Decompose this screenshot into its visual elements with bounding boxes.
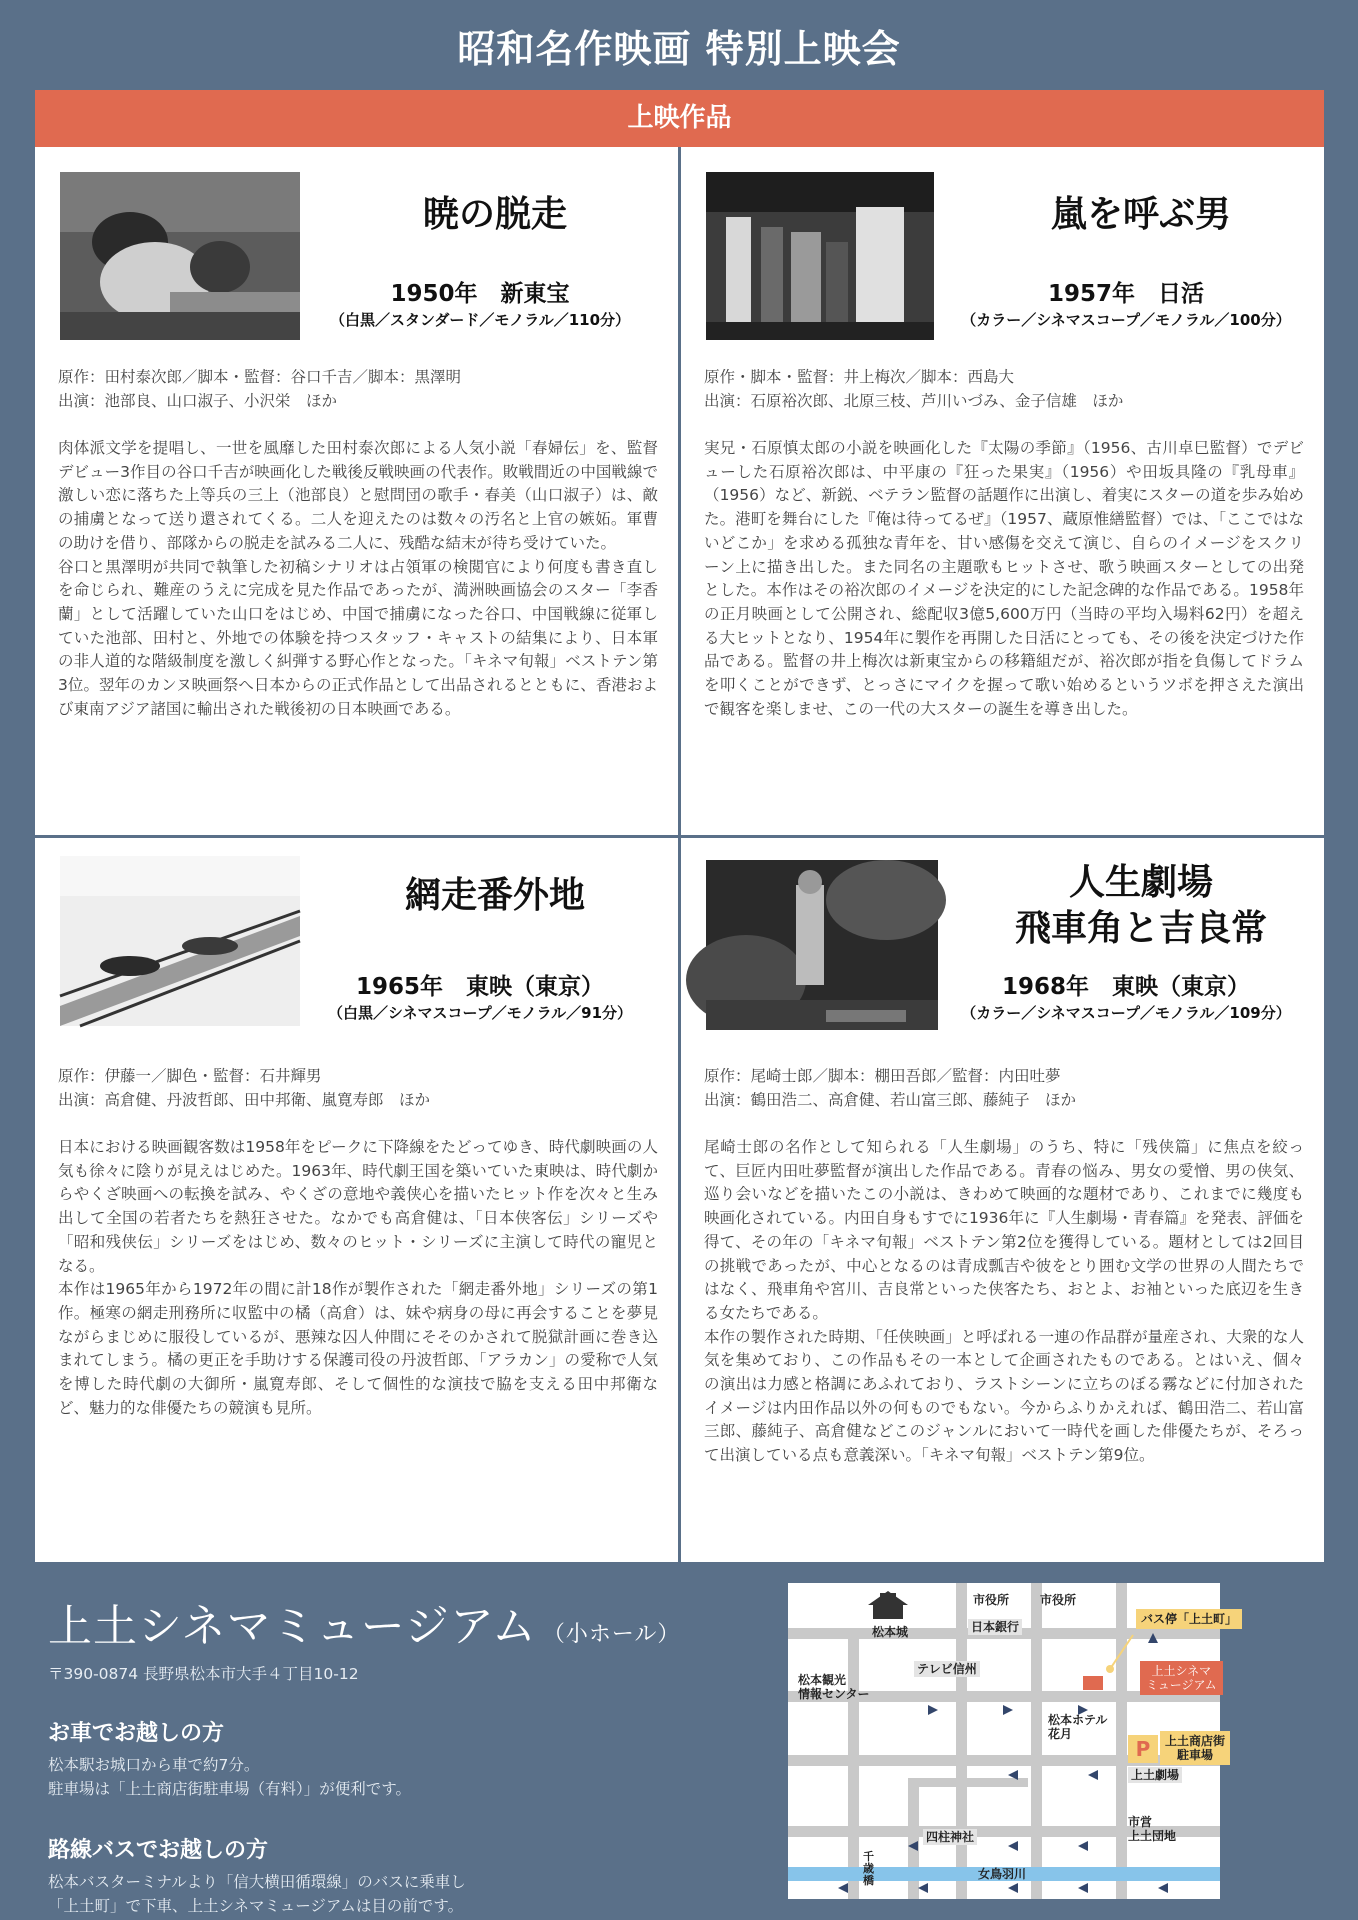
synopsis-paragraph: 尾崎士郎の名作として知られる「人生劇場」のうち、特に「残侠篇」に焦点を絞って、巨匠内田吐夢監督が演出した作品である。青春の悩み、男女の愛憎、男の侠気、巡り会いなどを描いたこの小説は、きわめて映画的な題材であり、これまでに幾度も映画化されている。内田自身もすでに1936年に『人生劇場・青春篇』を発表、評価を得て、その年の「キネマ旬報」ベストテン第2位を獲得している。題材としては2回目の挑戦であったが、中心となるのは青成瓢吉や彼をとり囲む文学の世界の人間たちではなく、飛車角や宮川、吉良常といった侠客たち、おとよ、お袖といった底辺を生きる女たちである。 xyxy=(704,1138,1304,1322)
venue-address: 〒390-0874 長野県松本市大手４丁目10-12 xyxy=(48,1665,359,1683)
film-synopsis xyxy=(58,437,658,721)
map-label-line: 上土商店街 xyxy=(1165,1734,1226,1748)
synopsis-paragraph: 日本における映画観客数は1958年をピークに下降線をたどってゆき、時代劇映画の人気も徐々に陰りが見えはじめた。1963年、時代劇王国を築いていた東映は、時代劇からやくざ映画への転換を試み、やくざの意地や義侠心を描いたヒット作を次々と生み出して全国の若者たちを熱狂させた。なかでも高倉健は、「日本侠客伝」シリーズや「昭和残侠伝」シリーズをはじめ、数々のヒット・シリーズに主演して時代の寵児となる。 xyxy=(58,1138,658,1275)
film-card-3 xyxy=(35,838,678,1562)
access-line: 「上土町」で下車、上土シネマミュージアムは目の前です。 xyxy=(48,1897,464,1915)
map-label-tv: テレビ信州 xyxy=(914,1661,980,1677)
credits-line: 原作：田村泰次郎／脚本・監督：谷口千吉／脚本：黒澤明 xyxy=(58,368,462,386)
map-label-city-hall: 市役所 xyxy=(1040,1593,1077,1607)
film-card-2 xyxy=(681,147,1324,835)
map-label-bank: 日本銀行 xyxy=(968,1619,1022,1635)
map-label-city-hall: 市役所 xyxy=(973,1593,1010,1607)
film-format: （白黒／シネマスコープ／モノラル／91分） xyxy=(327,1004,633,1022)
film-synopsis xyxy=(704,437,1304,721)
film-format: （カラー／シネマスコープ／モノラル／109分） xyxy=(961,1004,1291,1022)
map-label-line: 市営 xyxy=(1128,1815,1153,1829)
film-still-image xyxy=(706,172,934,340)
film-synopsis xyxy=(58,1136,658,1420)
synopsis-paragraph: 谷口と黒澤明が共同で執筆した初稿シナリオは占領軍の検閲官により何度も書き直しを命じられ、難産のうえに完成を見た作品であったが、満洲映画協会のスター「李香蘭」として活躍していた山口をはじめ、中国で捕虜になった谷口、中国戦線に従軍していた池部、田村と、外地での体験を持つスタッフ・キャストの結集により、日本軍の非人道的な階級制度を激しく糾弾する野心作となった。「キネマ旬報」ベストテン第3位。翌年のカンヌ映画祭へ日本からの正式作品として出品されるとともに、香港および東南アジア諸国に輸出された戦後初の日本映画である。 xyxy=(58,557,658,718)
map-label-line: ミュージアム xyxy=(1146,1678,1217,1692)
film-title: 暁の脱走 xyxy=(422,194,567,235)
films-section xyxy=(35,90,1324,1562)
credits-line: 出演：池部良、山口淑子、小沢栄 ほか xyxy=(58,392,338,410)
film-year-studio: 1968年 東映（東京） xyxy=(1001,974,1250,1000)
access-heading-bus: 路線バスでお越しの方 xyxy=(48,1838,269,1863)
map-label-line: 松本ホテル xyxy=(1048,1713,1108,1727)
film-credits xyxy=(704,365,1304,413)
map-label-castle: 松本城 xyxy=(872,1625,909,1639)
section-heading: 上映作品 xyxy=(35,90,1324,147)
venue-name-text: 上土シネマミュージアム xyxy=(48,1601,537,1652)
access-heading-car: お車でお越しの方 xyxy=(48,1721,225,1746)
film-still-image xyxy=(60,856,300,1026)
access-line: 松本バスターミナルより「信大横田循環線」のバスに乗車し xyxy=(48,1873,466,1891)
page-title: 昭和名作映画 特別上映会 xyxy=(457,27,901,71)
access-line: 松本駅お城口から車で約7分。 xyxy=(48,1756,260,1774)
film-title-line: 飛車角と吉良常 xyxy=(1014,908,1267,949)
film-still-image xyxy=(706,860,938,1030)
credits-line: 原作：尾崎士郎／脚本：棚田吾郎／監督：内田吐夢 xyxy=(704,1067,1061,1085)
access-line: 駐車場は「上土商店街駐車場（有料）」が便利です。 xyxy=(48,1780,412,1798)
films-grid xyxy=(35,147,1324,1562)
film-year-studio: 1950年 新東宝 xyxy=(390,281,570,307)
access-text-car xyxy=(48,1753,748,1801)
credits-line: 出演：石原裕次郎、北原三枝、芦川いづみ、金子信雄 ほか xyxy=(704,392,1124,410)
map-label-bridge xyxy=(863,1851,874,1887)
venue-info xyxy=(48,1590,748,1918)
synopsis-paragraph: 本作は1965年から1972年の間に計18作が製作された「網走番外地」シリーズの第1作。極寒の網走刑務所に収監中の橘（高倉）は、妹や病身の母に再会することを夢見ながらまじめに服役しているが、悪辣な囚人仲間にそそのかされて脱獄計画に巻き込まれてしまう。橘の更正を手助けする保護司役の丹波哲郎、「アラカン」の愛称で人気を博した時代劇の大御所・嵐寛寿郎、そして個性的な演技で脇を支える田中邦衛など、魅力的な俳優たちの競演も見所。 xyxy=(58,1280,658,1417)
synopsis-paragraph: 肉体派文学を提唱し、一世を風靡した田村泰次郎による人気小説「春婦伝」を、監督デビュー3作目の谷口千吉が映画化した戦後反戦映画の代表作。敗戦間近の中国戦線で激しい恋に落ちた上等兵の三上（池部良）と慰問団の歌手・春美（山口淑子）は、敵の捕虜となって送り還されてくる。二人を迎えたのは数々の汚名と上官の嫉妬。軍曹の助けを借り、部隊からの脱走を試みる二人に、残酷な結末が待ち受けていた。 xyxy=(58,439,658,552)
film-title: 網走番外地 xyxy=(404,875,585,916)
map-label-hotel xyxy=(1048,1713,1107,1741)
film-still-image xyxy=(60,172,300,340)
map-label-line: 花月 xyxy=(1048,1727,1073,1741)
map-label-line: 上土シネマ xyxy=(1151,1664,1212,1678)
access-text-bus xyxy=(48,1870,748,1918)
film-card-1 xyxy=(35,147,678,835)
map-label-tourist-center xyxy=(798,1673,870,1701)
map-label-venue xyxy=(1140,1661,1223,1695)
synopsis-paragraph: 本作の製作された時期、「任侠映画」と呼ばれる一連の作品群が量産され、大衆的な人気を集めており、この作品もその一本として企画されたものである。とはいえ、個々の演出は力感と格調にあふれており、ラストシーンに立ちのぼる霧などに付加されたイメージは内田作品以外の何ものでもない。今からふりかえれば、鶴田浩二、若山富三郎、藤純子、高倉健などこのジャンルにおいて一時代を画した俳優たちが、そろって出演している点も意義深い。「キネマ旬報」ベストテン第9位。 xyxy=(704,1327,1304,1465)
parking-icon: P xyxy=(1128,1735,1158,1763)
map-label-river: 女鳥羽川 xyxy=(978,1867,1027,1881)
film-title-line: 人生劇場 xyxy=(1068,862,1213,903)
map-label-line: 情報センター xyxy=(798,1687,870,1701)
credits-line: 原作：伊藤一／脚色・監督：石井輝男 xyxy=(58,1067,322,1085)
map-label-line: 橋 xyxy=(863,1874,874,1887)
map-label-shrine: 四柱神社 xyxy=(923,1829,977,1845)
film-format: （白黒／スタンダード／モノラル／110分） xyxy=(329,311,631,329)
credits-line: 出演：高倉健、丹波哲郎、田中邦衛、嵐寛寿郎 ほか xyxy=(58,1091,431,1109)
map-label-line: 歳 xyxy=(863,1862,874,1875)
film-year-studio: 1965年 東映（東京） xyxy=(355,974,604,1000)
film-credits xyxy=(58,365,658,413)
film-title xyxy=(971,860,1311,952)
credits-line: 原作・脚本・監督：井上梅次／脚本：西島大 xyxy=(704,368,1015,386)
film-credits xyxy=(704,1064,1304,1112)
map-label-line: 駐車場 xyxy=(1177,1748,1214,1762)
map-label-theater: 上土劇場 xyxy=(1128,1767,1182,1783)
film-year-studio: 1957年 日活 xyxy=(1047,281,1204,307)
map-label-housing xyxy=(1128,1815,1176,1843)
credits-line: 出演：鶴田浩二、高倉健、若山富三郎、藤純子 ほか xyxy=(704,1091,1077,1109)
map-label-line: 千 xyxy=(863,1850,874,1863)
film-title: 嵐を呼ぶ男 xyxy=(1050,194,1231,235)
film-synopsis xyxy=(704,1136,1304,1468)
venue-name xyxy=(48,1590,748,1654)
map-label-parking xyxy=(1160,1731,1230,1765)
map-label-bus-stop: バス停「上土町」 xyxy=(1136,1609,1242,1629)
map-label-line: 松本観光 xyxy=(798,1673,847,1687)
film-format: （カラー／シネマスコープ／モノラル／100分） xyxy=(961,311,1291,329)
venue-hall: （小ホール） xyxy=(542,1622,681,1647)
film-credits xyxy=(58,1064,658,1112)
film-card-4 xyxy=(681,838,1324,1562)
access-map xyxy=(788,1583,1238,1899)
map-label-line: 上土団地 xyxy=(1128,1829,1177,1843)
synopsis-paragraph: 実兄・石原慎太郎の小説を映画化した『太陽の季節』（1956、古川卓巳監督）でデビューした石原裕次郎は、中平康の『狂った果実』（1956）や田坂具隆の『乳母車』（1956）など、新鋭、ベテラン監督の話題作に出演し、着実にスターの道を歩み始めた。港町を舞台にした『俺は待ってるぜ』（1957、蔵原惟繕監督）では、「ここではないどこか」を求める孤独な青年を、甘い感傷を交えて演じ、自らのイメージをスクリーン上に描き出した。また同名の主題歌もヒットさせ、歌う映画スターとしての出発とした。本作はその裕次郎のイメージを決定的にした記念碑的な作品である。1958年の正月映画として公開され、総配収3億5,600万円（当時の平均入場料62円）を超える大ヒットとなり、1954年に製作を再開した日活にとっても、その後を決定づけた作品である。監督の井上梅次は新東宝からの移籍組だが、裕次郎が指を負傷してドラムを叩くことができず、とっさにマイクを握って歌い始めるというツボを押さえた演出で観客を楽しませ、この一代の大スターの誕生を導き出した。 xyxy=(704,439,1304,718)
